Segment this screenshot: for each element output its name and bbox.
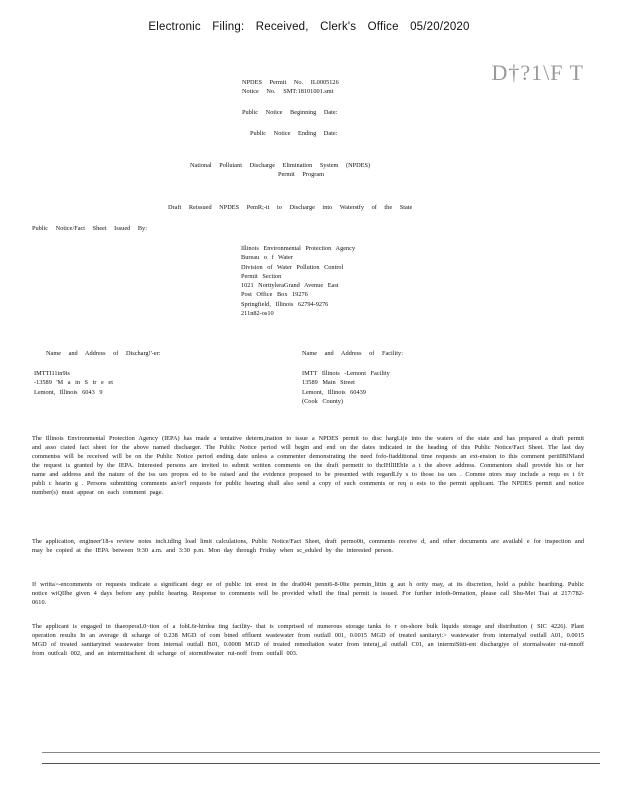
application-paragraph: The application, engineer'18-s review notes inch.tdIng load limit calculations, Public Notice/Fact Sheet, draft permo0it, comments receive d, and other documents are availabl e for inspection and may be copied at the IEPA between 9:30 a.m. and 3:30 p.m. Mon day through Friday when sc_eduled by the interested person. bbox=[32, 538, 584, 554]
bottom-divider bbox=[42, 763, 600, 764]
bottom-divider bbox=[42, 752, 600, 753]
program-title: National Pollutant Discharge Elimination System (NPDES) bbox=[190, 162, 371, 169]
public-hearing-paragraph: If writta>-encomments or requests indicate a significant degr ee of public int erest in the dra004t penni6-8-0Ite permin_littin g aut h ority may, at its discretion, hold a public hearihing. Public notice wiQIIbe given 4 days before any public hearing. Response to comments will be provided wheIl the final permit is issued. For further infoth-0rmation, please call Shu-Mei Tsai at 217/782-0610. bbox=[32, 581, 584, 606]
agency-line: Springfield, Illinois 62794-9276 bbox=[241, 300, 329, 308]
agency-line: Division of Water Pollution Control bbox=[241, 263, 344, 271]
agency-address bbox=[241, 244, 355, 318]
facility-line: IMTT Illinois -Lemont Facility bbox=[302, 370, 390, 377]
agency-line: Post Office Box 19276 bbox=[241, 291, 308, 299]
permit-number: NPDES Permit No. IL0005126 bbox=[242, 79, 339, 86]
notice-begin-date: Public Notice Beginning Date: bbox=[242, 109, 338, 116]
facility-line: (Cook County) bbox=[302, 397, 343, 405]
discharger-line: IMTTI11in9is bbox=[34, 370, 70, 377]
discharger-address bbox=[34, 369, 113, 397]
agency-line: Illinois Environmental Protection Agency bbox=[241, 245, 356, 252]
draft-permit-title: Draft Reissued NPDES PemR;-it to Discharge into Waterstfy of the State bbox=[168, 204, 413, 211]
applicant-paragraph: The applicant is engaged in thaeoperaL0~tion of a fohL6r-hirdea ting facility- that is comprised of numerous storage tanks fo r on-shore bulk liquids storage and distribution ( SIC 4226). Plant operation results In an average di scharge of 0.238 MGD of com bined effluent wastewater from outfaIl 001, 0.0015 MGD of treated sanitaryi:> wastewater from internaIyal outfall A01, 0.0015 MGD of treated sanitaryinet wastewater from internal outfall B01, 0.0008 MGD of treated remediation water from interaj_al outfall C01, an intermiStitt-ent dischargiye of stormalwater rui-mnoff from outfcali 002, and an intermittachent di scharge of stormitbwater rui-noff from outfall 003. bbox=[32, 623, 584, 657]
discharger-line: Lemont, Illinois 6043 9 bbox=[34, 388, 103, 396]
issued-by-label: Public Notice/Fact Sheet Issued By: bbox=[32, 225, 147, 232]
notice-number: Notice No. SMT:18101001.smt bbox=[242, 88, 334, 95]
facility-heading: Name and Address of Facility: bbox=[302, 350, 403, 357]
agency-line: Bureau o f Water bbox=[241, 254, 293, 262]
handwritten-stamp: D†?1\F T bbox=[491, 60, 584, 85]
notice-end-date: Public Notice Ending Date: bbox=[250, 130, 338, 137]
discharger-heading: Name and Address of Discharg!'-er: bbox=[46, 350, 161, 357]
agency-line: 1021 NorttyleraGrand Avenue East bbox=[241, 282, 339, 290]
facility-line: Lemont, Illinois 60439 bbox=[302, 388, 366, 396]
program-subtitle: Permit Program bbox=[278, 171, 325, 178]
facility-address bbox=[302, 369, 390, 406]
notice-paragraph: The Illinois Environmental Protection Agency (IEPA) has made a tentative determ,ination to issue a NPDES permit to disc hargLi(e into the waters of the state and has prepared a draft permit and asso ciated fact sheet for the above named discharger. The Public Notice period will begin and end on the dates indicated in the heading of this Public Notice/Fact Sheet. The last day commentss will be received will be on the Public Notice period ending date unless a commenter demonstrating the need fofo-fiadditional time requests an ext-ension to this comment periiIBINIand the request is granted by the IEPA. Interested persons are invited to submit written comments on the draft permetit to thcIHlIIEbIe a t the above address. Commentors shall provide his or her name and address and the nature of the iss ues propos ed to be raised and the evidence proposed to be presented with regardLfy s to those iss ues . Comme ntors may include a requ es t f/r publi c hearin g . Persons submitting comments an/or'l requests for public hearing shall also send a copy of such comments or req u ests to the permit applicant. The NPDES permit and notice number(s) must appear on each comment page. bbox=[32, 435, 584, 496]
agency-line: Permit Section bbox=[241, 272, 282, 280]
electronic-filing-header: Electronic Filing: Received, Clerk's Office 05/20/2020 bbox=[148, 21, 470, 33]
facility-line: 13589 Main Street bbox=[302, 379, 355, 387]
agency-line: 211n82-os10 bbox=[241, 310, 274, 318]
discharger-line: -13589 'M a in S tr e et bbox=[34, 379, 113, 387]
